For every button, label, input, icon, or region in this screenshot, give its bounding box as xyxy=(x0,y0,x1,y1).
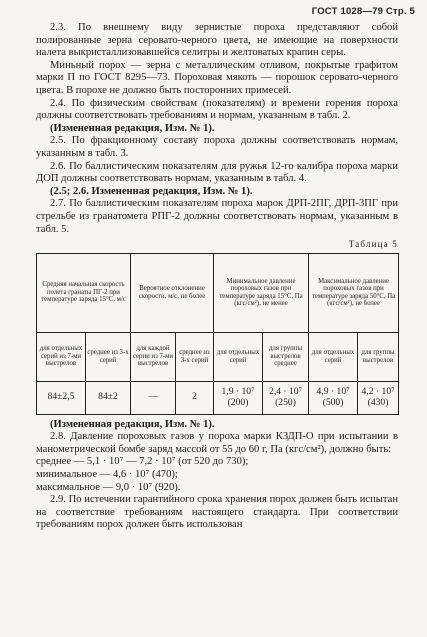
header-initial-speed: Средняя начальная скорость полета гранаты ПГ-2 при температуре заряда 15°С, м/с xyxy=(37,253,131,332)
table-cell: — xyxy=(131,381,176,414)
cell-value-kgf: (200) xyxy=(227,396,249,408)
cell-value: 4,2 · 10⁷ xyxy=(361,386,395,398)
paragraph-minny: Миньный порох — зерна с металлическим отливом, покрытые графитом марки П по ГОСТ 8295—73. Пороховая мякоть — порошок серовато-черного цвета. В порохе не должно быть посторонних примесей. xyxy=(36,59,398,96)
table-cell xyxy=(309,381,358,414)
subheader-cell: для каждой серии из 7-ми выстрелов xyxy=(131,332,176,381)
subheader-cell: среднее из 3-х серий xyxy=(86,332,131,381)
table-header-row xyxy=(37,253,399,332)
cell-value-kgf: (250) xyxy=(275,396,296,408)
paragraph-2-7: 2.7. По баллистическим показателям пороха марок ДРП-2ПГ, ДРП-3ПГ при стрельбе из гранатомета РПГ-2 должны соответствовать нормам, указанным в табл. 5. xyxy=(36,198,398,235)
table-cell xyxy=(263,381,309,414)
paragraph-2-9: 2.9. По истечении гарантийного срока хранения порох должен быть испытан на соответствие требованиям настоящего стандарта. При соответствии требованиям порох должен быть использован xyxy=(36,494,398,531)
cell-value: 1,9 · 10⁷ xyxy=(221,386,255,398)
subheader-cell: для группы выстрелов среднее xyxy=(263,332,309,381)
paragraph-2-5: 2.5. По фракционному составу пороха должны соответствовать нормам, указанным в табл. 3. xyxy=(36,135,398,159)
table-cell xyxy=(358,381,399,414)
table-caption: Таблица 5 xyxy=(348,239,398,250)
subheader-cell: для отдельных серий xyxy=(309,332,358,381)
table-row xyxy=(37,381,399,414)
page-header: ГОСТ 1028—79 Стр. 5 xyxy=(311,6,415,17)
subheader-cell: среднее из 3-х серий xyxy=(176,332,214,381)
edit-note-1: (Измененная редакция, Изм. № 1). xyxy=(50,122,215,134)
paragraph-2-4: 2.4. По физическим свойствам (показателям) и времени горения пороха должны соответствовать требованиям и нормам, указанным в табл. 2. xyxy=(36,97,398,122)
subheader-cell: для группы выстрелов xyxy=(358,332,399,381)
header-max-pressure: Максимальное давление пороховых газов при температуре заряда 50°С, Па (кгс/см²), не более xyxy=(309,253,399,332)
header-probable-deviation: Вероятное отклонение скорости, м/с, не более xyxy=(131,253,214,332)
document-body xyxy=(36,22,398,532)
paragraph-2-6: 2.6. По баллистическим показателям для ружья 12-го калибра пороха марки ДОП должны соответствовать нормам, указанным в табл. 4. xyxy=(36,160,398,185)
cell-value-kgf: (500) xyxy=(322,396,344,408)
table-cell: 84±2,5 xyxy=(37,381,86,414)
edit-note-3: (Измененная редакция, Изм. № 1). xyxy=(50,418,215,430)
subheader-cell: для отдельных серий из 7-ми выстрелов xyxy=(37,332,86,381)
table-cell: 84±2 xyxy=(86,381,131,414)
table-5 xyxy=(36,253,399,415)
table-cell: 2 xyxy=(176,381,214,414)
cell-value: 4,9 · 10⁷ xyxy=(316,386,350,398)
table-cell xyxy=(214,381,263,414)
cell-value: 2,4 · 10⁷ xyxy=(269,386,302,398)
paragraph-2-8: 2.8. Давление пороховых газов у пороха марки КЗДП-О при испытании в манометрической бомбе заряд массой от 55 до 60 г, Па (кгс/см²), должно быть: xyxy=(36,431,398,455)
header-min-pressure: Минимальное давление пороховых газов при температуре заряда 15°С, Па (кгс/см²), не менее xyxy=(214,253,309,332)
cell-value-kgf: (430) xyxy=(367,396,389,408)
list-item: минимальное — 4,6 · 10⁷ (470); xyxy=(36,469,178,481)
subheader-cell: для отдельных серий xyxy=(214,332,263,381)
table-subheader-row xyxy=(37,332,399,381)
list-item: максимальное — 9,0 · 10⁷ (920). xyxy=(36,481,181,493)
paragraph-2-3: 2.3. По внешнему виду зернистые пороха представляют собой полированные зерна серовато-черного цвета, не имеющие на поверхности налета выкристаллизовавшейся селитры и желтоватых крапин серы. xyxy=(36,22,398,59)
list-item: среднее — 5,1 · 10⁷ — 7,2 · 10⁷ (от 520 до 730); xyxy=(36,456,249,468)
edit-note-2: (2.5; 2.6. Измененная редакция, Изм. № 1). xyxy=(50,185,253,197)
